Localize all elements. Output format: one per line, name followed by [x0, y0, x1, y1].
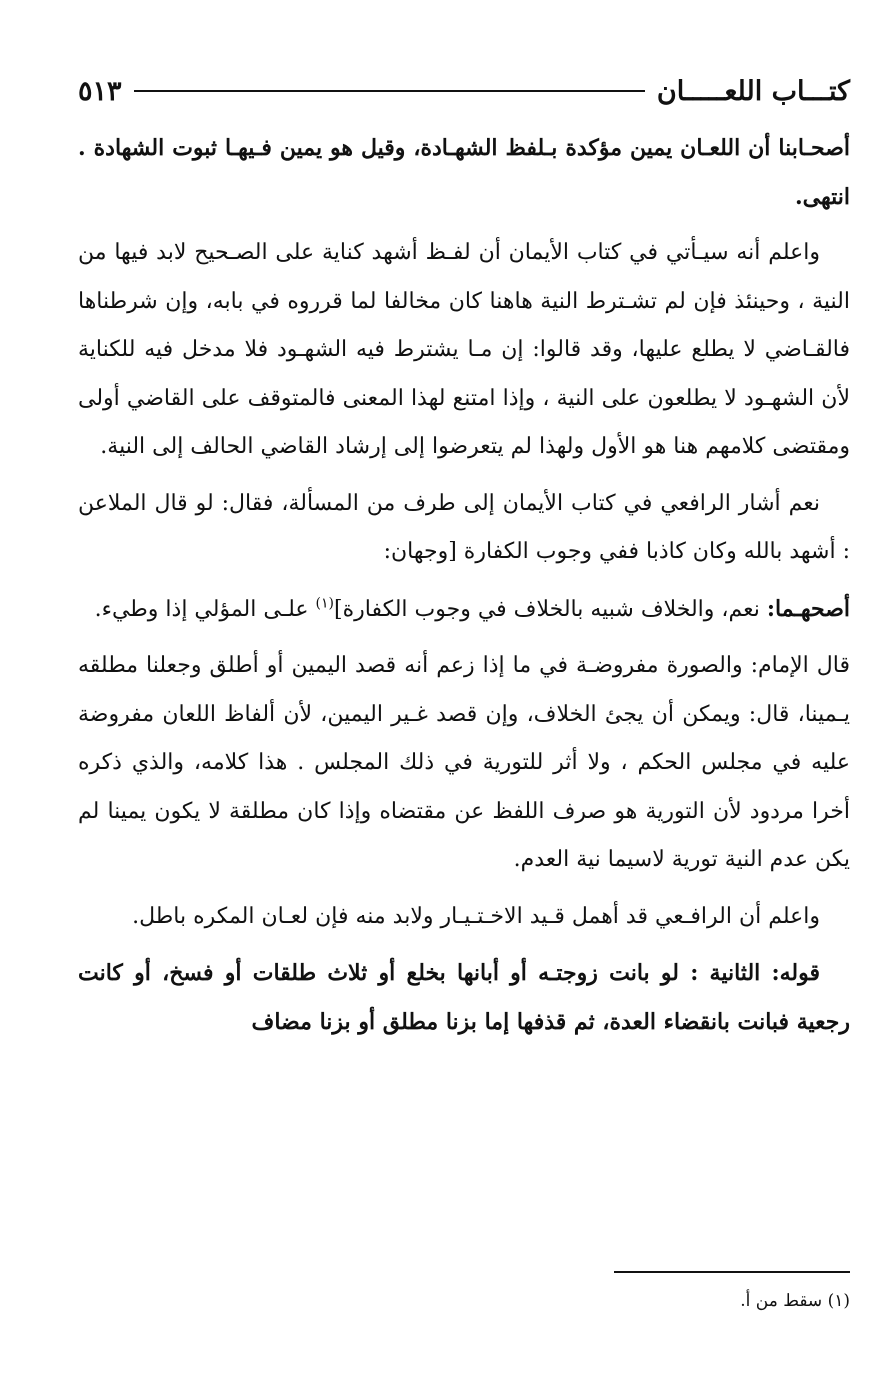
chapter-title: كتـــاب اللعـــــان — [656, 75, 850, 107]
paragraph-7-text: قوله: الثانية : لو بانت زوجتـه أو أبانها بخلع أو ثلاث طلقات أو فسخ، أو كانت رجعية فبانت بانقضاء العدة، ثم قذفها إما بزنا مطلق أو بزنا مضاف — [78, 960, 850, 1035]
paragraph-6-text: واعلم أن الرافـعي قد أهمل قـيد الاخـتـيـار ولابد منه فإن لعـان المكره باطل. — [132, 903, 820, 929]
paragraph-4-lead: أصحهـما: — [766, 595, 850, 622]
paragraph-4-text: نعم، والخلاف شبيه بالخلاف في وجوب الكفارة] — [334, 596, 767, 622]
paragraph-4 — [78, 585, 850, 635]
header-rule — [134, 90, 645, 92]
paragraph-2-text: واعلم أنه سيـأتي في كتاب الأيمان أن لفـظ أشهد كناية على الصـحيح لابد فيها من النية ، وحينئذ فإن لم تشـترط النية هاهنا كان مخالفا لما قرروه في بابه، وإن شرطناها فالقـاضي لا يطلع عليها، وقد قالوا: إن مـا يشترط فيه الشهـود فلا مدخل فيه للكناية لأن الشهـود لا يطلعون على النية ، وإذا امتنع لهذا المعنى فالمتوقف على القاضي أولى ومقتضى كلامهم هنا هو الأول ولهذا لم يتعرضوا إلى إرشاد القاضي الحالف إلى النية. — [78, 240, 850, 459]
paragraph-3-text: نعم أشار الرافعي في كتاب الأيمان إلى طرف من المسألة، فقال: لو قال الملاعن : أشهد بالله وكان كاذبا ففي وجوب الكفارة [وجهان: — [78, 490, 850, 564]
paragraph-6 — [78, 893, 850, 942]
running-header — [78, 70, 850, 112]
footnote-marker: (١) — [315, 595, 335, 612]
paragraph-1 — [78, 124, 850, 221]
page-number: ٥١٣ — [78, 75, 122, 107]
paragraph-5-text: قال الإمام: والصورة مفروضـة في ما إذا زعم أنه قصد اليمين أو أطلق وجعلنا مطلقه يـمينا، قال: ويمكن أن يجئ الخلاف، وإن قصد غـير اليمين، لأن ألفاظ اللعان مفروضة عليه في مجلس الحكم ، ولا أثر للتورية في ذلك المجلس . هذا كلامه، والذي ذكره أخرا مردود لأن التورية هو صرف اللفظ عن مقتضاه وإذا كان مطلقة لا يكون يمينا لم يكن عدم النية تورية لاسيما نية العدم. — [78, 653, 850, 872]
document-page — [78, 70, 850, 1046]
paragraph-1-text: أصحـابنا أن اللعـان يمين مؤكدة بـلفظ الشهـادة، وقيل هو يمين فـيهـا ثبوت الشهادة . انتهى. — [78, 135, 850, 210]
paragraph-4-after: علـى المؤلي إذا وطيء. — [94, 596, 316, 622]
paragraph-7 — [78, 949, 850, 1046]
footnote: (١) سقط من أ. — [740, 1291, 850, 1311]
footnote-rule — [614, 1271, 850, 1273]
paragraph-2 — [78, 229, 850, 472]
paragraph-3 — [78, 480, 850, 577]
paragraph-5 — [78, 642, 850, 885]
